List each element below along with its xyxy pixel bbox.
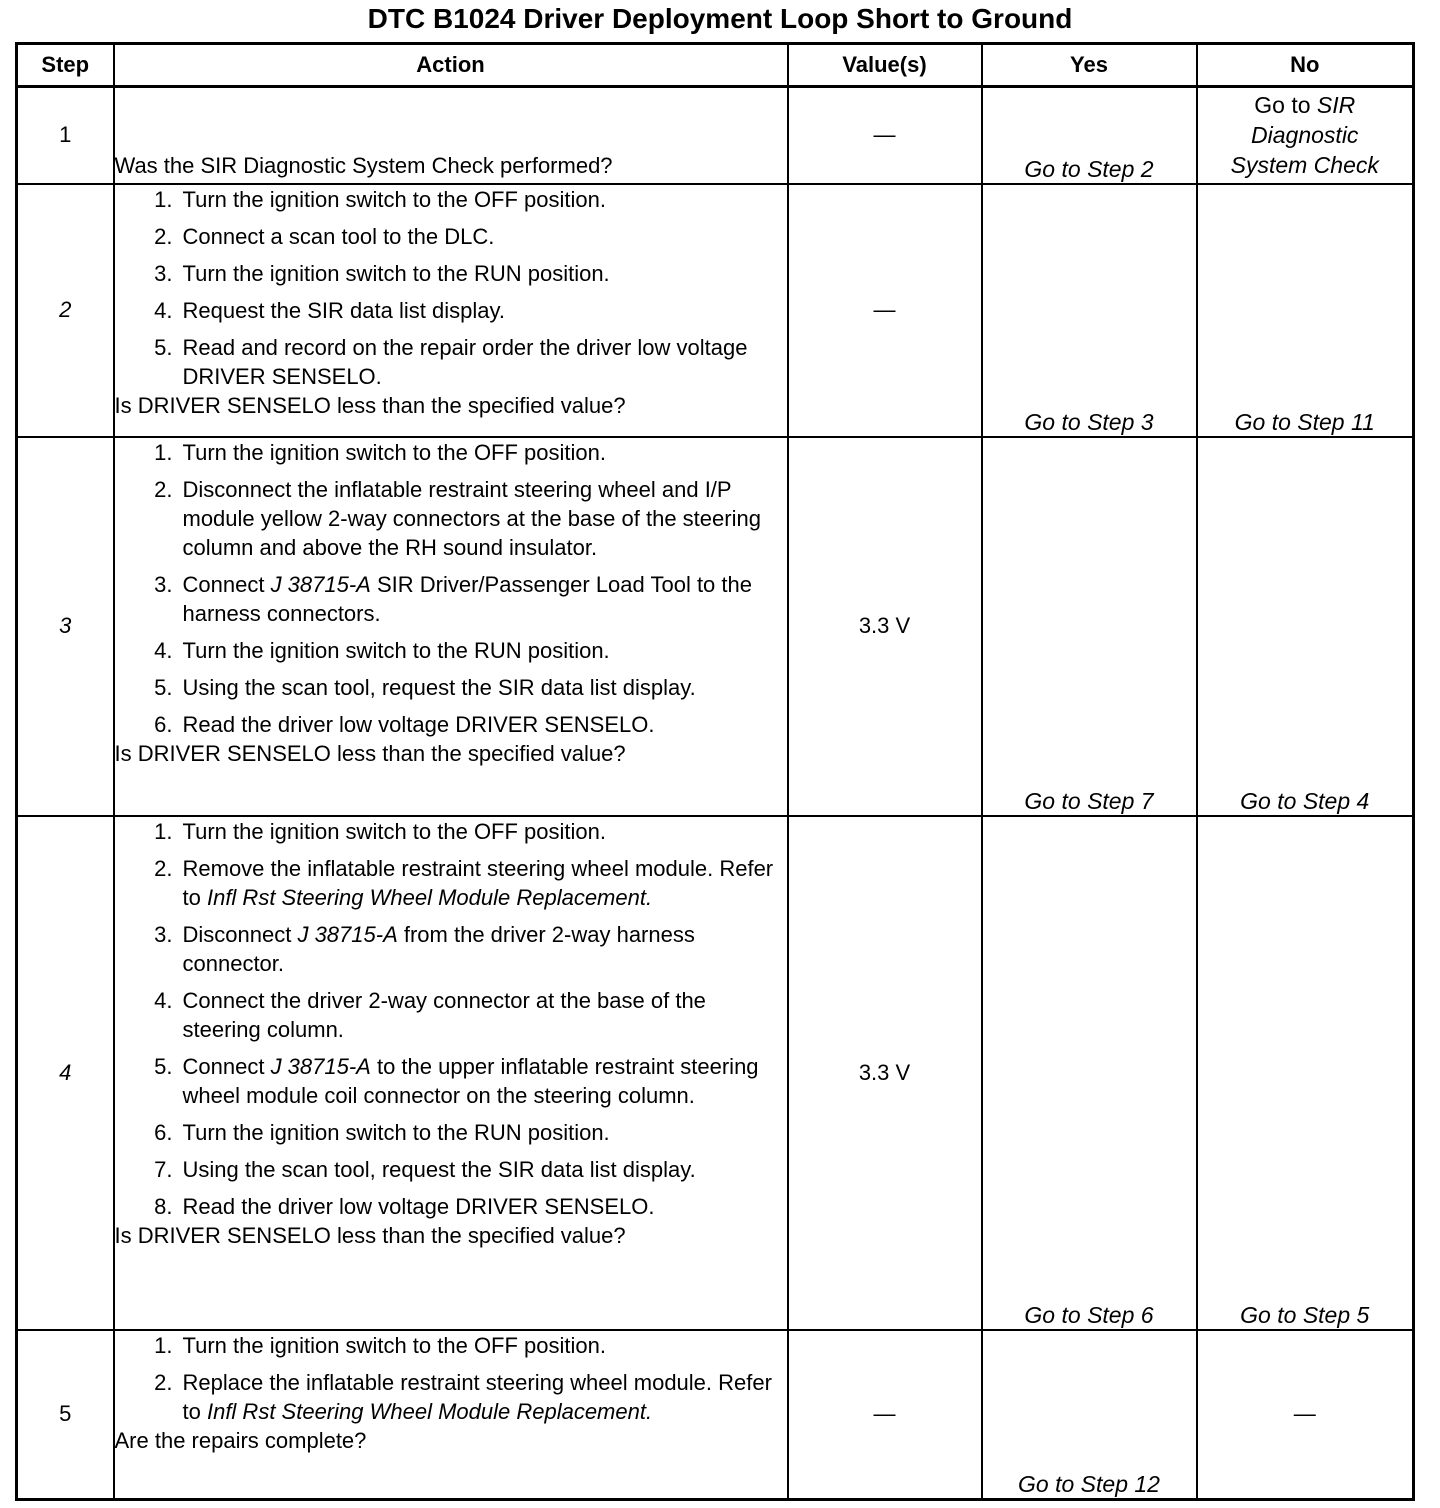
action-cell [114,184,788,437]
value-cell: 3.3 V [788,437,982,816]
action-cell [114,1330,788,1500]
sub-step: 2. Remove the inflatable restraint steering wheel module. Refer to Infl Rst Steering Wheel Module Replacement. [154,855,774,910]
sub-step: 1. Turn the ignition switch to the OFF position. [154,439,606,465]
no-link: Diagnostic [1251,122,1359,149]
header-yes: Yes [982,44,1197,87]
value-cell: — [788,87,982,184]
no-link: System Check [1230,152,1379,179]
no-text: Go to [1254,92,1317,119]
header-step: Step [17,44,114,87]
header-action: Action [114,44,788,87]
sub-step: 4. Turn the ignition switch to the RUN position. [154,637,610,663]
sub-step: 1. Turn the ignition switch to the OFF position. [154,186,606,212]
sub-step-list [115,1331,787,1426]
action-question: Is DRIVER SENSELO less than the specified value? [114,740,626,766]
page-title: DTC B1024 Driver Deployment Loop Short to Ground [367,3,1073,34]
sub-step-list [115,438,787,739]
value-cell: — [788,1330,982,1500]
sub-step: 4. Connect the driver 2-way connector at the base of the steering column. [154,987,706,1042]
value-cell: — [788,184,982,437]
sub-step-list [115,185,787,391]
no-cell: Go to Step 11 [1197,184,1414,437]
sub-step: 2. Replace the inflatable restraint steering wheel module. Refer to Infl Rst Steering Wheel Module Replacement. [154,1369,772,1424]
step-number: 3 [17,437,114,816]
action-cell [114,437,788,816]
header-no: No [1197,44,1414,87]
table-row [17,437,1414,816]
diagnostic-table [15,42,1415,1501]
sub-step: 8. Read the driver low voltage DRIVER SENSELO. [154,1193,655,1219]
header-values: Value(s) [788,44,982,87]
sub-step: 3. Disconnect J 38715-A from the driver 2-way harness connector. [154,921,695,976]
sub-step: 2. Disconnect the inflatable restraint steering wheel and I/P module yellow 2-way connectors at the base of the steering column and above the RH sound insulator. [154,476,761,560]
action-question: Was the SIR Diagnostic System Check performed? [114,152,613,178]
sub-step: 6. Turn the ignition switch to the RUN position. [154,1119,610,1145]
sub-step-list [115,817,787,1221]
table-row [17,87,1414,184]
sub-step: 3. Turn the ignition switch to the RUN position. [154,260,610,286]
sub-step: 5. Using the scan tool, request the SIR data list display. [154,674,696,700]
no-cell: Go to Step 5 [1197,816,1414,1330]
table-row [17,1330,1414,1500]
sub-step: 2. Connect a scan tool to the DLC. [154,223,495,249]
sub-step: 4. Request the SIR data list display. [154,297,505,323]
no-cell [1197,87,1414,184]
step-number: 2 [17,184,114,437]
action-cell [114,816,788,1330]
yes-cell: Go to Step 7 [982,437,1197,816]
header-row [17,44,1414,87]
yes-cell: Go to Step 6 [982,816,1197,1330]
step-number: 1 [17,87,114,184]
yes-cell: Go to Step 3 [982,184,1197,437]
action-question: Are the repairs complete? [114,1427,367,1453]
sub-step: 3. Connect J 38715-A SIR Driver/Passenger Load Tool to the harness connectors. [154,571,752,626]
action-cell [114,87,788,184]
sub-step: 5. Connect J 38715-A to the upper inflatable restraint steering wheel module coil connector on the steering column. [154,1053,759,1108]
yes-cell: Go to Step 2 [982,87,1197,184]
action-question: Is DRIVER SENSELO less than the specified value? [114,1222,626,1248]
value-cell: 3.3 V [788,816,982,1330]
yes-cell: Go to Step 12 [982,1330,1197,1500]
sub-step: 7. Using the scan tool, request the SIR data list display. [154,1156,696,1182]
no-cell: — [1197,1330,1414,1500]
no-link: SIR [1316,92,1356,119]
sub-step: 5. Read and record on the repair order the driver low voltage DRIVER SENSELO. [154,334,748,389]
step-number: 4 [17,816,114,1330]
step-number: 5 [17,1330,114,1500]
table-row [17,816,1414,1330]
sub-step: 6. Read the driver low voltage DRIVER SENSELO. [154,711,655,737]
table-row [17,184,1414,437]
no-cell: Go to Step 4 [1197,437,1414,816]
action-question: Is DRIVER SENSELO less than the specified value? [114,392,626,418]
sub-step: 1. Turn the ignition switch to the OFF position. [154,818,606,844]
sub-step: 1. Turn the ignition switch to the OFF position. [154,1332,606,1358]
